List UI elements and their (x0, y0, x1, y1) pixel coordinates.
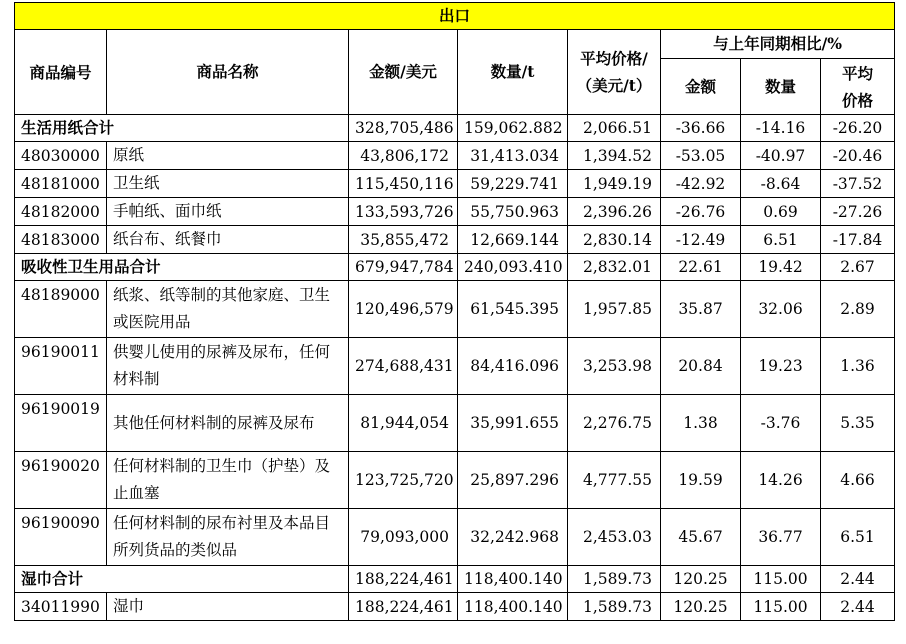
yoy-amount-cell: 1.38 (661, 395, 741, 452)
header-yoy-quantity: 数量 (741, 59, 821, 115)
product-name-cell: 其他任何材料制的尿裤及尿布 (107, 395, 349, 452)
quantity-cell: 55,750.963 (458, 198, 568, 226)
header-yoy-amount: 金额 (661, 59, 741, 115)
yoy-quantity-cell: 0.69 (741, 198, 821, 226)
code-cell: 96190019 (15, 395, 107, 452)
yoy-quantity-cell: 115.00 (741, 593, 821, 621)
quantity-cell: 61,545.395 (458, 281, 568, 338)
code-cell: 96190011 (15, 338, 107, 395)
yoy-avg-price-cell: 2.89 (821, 281, 895, 338)
yoy-amount-cell: 19.59 (661, 452, 741, 509)
avg-price-cell: 1,957.85 (568, 281, 661, 338)
code-cell: 34011990 (15, 593, 107, 621)
header-code: 商品编号 (15, 30, 107, 115)
subtotal-row (15, 115, 895, 142)
yoy-amount-cell: 45.67 (661, 509, 741, 566)
amount-cell: 81,944,054 (349, 395, 458, 452)
amount-cell: 188,224,461 (349, 566, 458, 593)
subtotal-name-cell: 吸收性卫生用品合计 (15, 254, 349, 281)
quantity-cell: 240,093.410 (458, 254, 568, 281)
header-name: 商品名称 (107, 30, 349, 115)
yoy-amount-cell: -12.49 (661, 226, 741, 254)
table-row (15, 170, 895, 198)
yoy-quantity-cell: 19.42 (741, 254, 821, 281)
yoy-avg-price-cell: 1.36 (821, 338, 895, 395)
yoy-amount-cell: -36.66 (661, 115, 741, 142)
yoy-amount-cell: 22.61 (661, 254, 741, 281)
avg-price-cell: 1,589.73 (568, 593, 661, 621)
code-cell: 48183000 (15, 226, 107, 254)
yoy-quantity-cell: 115.00 (741, 566, 821, 593)
yoy-avg-price-cell: 2.44 (821, 593, 895, 621)
avg-price-cell: 1,589.73 (568, 566, 661, 593)
code-cell: 48030000 (15, 142, 107, 170)
yoy-avg-price-cell: 6.51 (821, 509, 895, 566)
yoy-quantity-cell: -3.76 (741, 395, 821, 452)
avg-price-cell: 4,777.55 (568, 452, 661, 509)
export-table (14, 2, 895, 621)
quantity-cell: 59,229.741 (458, 170, 568, 198)
yoy-amount-cell: -53.05 (661, 142, 741, 170)
quantity-cell: 25,897.296 (458, 452, 568, 509)
yoy-amount-cell: -26.76 (661, 198, 741, 226)
quantity-cell: 35,991.655 (458, 395, 568, 452)
subtotal-name-cell: 生活用纸合计 (15, 115, 349, 142)
amount-cell: 35,855,472 (349, 226, 458, 254)
avg-price-cell: 2,453.03 (568, 509, 661, 566)
yoy-quantity-cell: -40.97 (741, 142, 821, 170)
amount-cell: 43,806,172 (349, 142, 458, 170)
code-cell: 48181000 (15, 170, 107, 198)
yoy-quantity-cell: 36.77 (741, 509, 821, 566)
yoy-avg-price-cell: -20.46 (821, 142, 895, 170)
quantity-cell: 159,062.882 (458, 115, 568, 142)
product-name-cell: 湿巾 (107, 593, 349, 621)
table-row (15, 452, 895, 509)
yoy-avg-price-cell: -37.52 (821, 170, 895, 198)
product-name-cell: 原纸 (107, 142, 349, 170)
header-quantity: 数量/t (458, 30, 568, 115)
avg-price-cell: 1,949.19 (568, 170, 661, 198)
table-row (15, 281, 895, 338)
yoy-avg-price-cell: 5.35 (821, 395, 895, 452)
header-amount: 金额/美元 (349, 30, 458, 115)
code-cell: 96190090 (15, 509, 107, 566)
yoy-avg-price-cell: 4.66 (821, 452, 895, 509)
yoy-amount-cell: 20.84 (661, 338, 741, 395)
yoy-avg-price-cell: 2.44 (821, 566, 895, 593)
subtotal-row (15, 254, 895, 281)
yoy-quantity-cell: -14.16 (741, 115, 821, 142)
avg-price-cell: 2,830.14 (568, 226, 661, 254)
yoy-avg-price-cell: -27.26 (821, 198, 895, 226)
header-yoy: 与上年同期相比/% (661, 30, 895, 59)
yoy-amount-cell: 120.25 (661, 566, 741, 593)
yoy-quantity-cell: -8.64 (741, 170, 821, 198)
amount-cell: 679,947,784 (349, 254, 458, 281)
quantity-cell: 31,413.034 (458, 142, 568, 170)
amount-cell: 274,688,431 (349, 338, 458, 395)
amount-cell: 79,093,000 (349, 509, 458, 566)
product-name-cell: 纸台布、纸餐巾 (107, 226, 349, 254)
quantity-cell: 12,669.144 (458, 226, 568, 254)
yoy-avg-price-cell: -26.20 (821, 115, 895, 142)
avg-price-cell: 2,396.26 (568, 198, 661, 226)
table-row (15, 593, 895, 621)
amount-cell: 123,725,720 (349, 452, 458, 509)
avg-price-cell: 2,066.51 (568, 115, 661, 142)
table-row (15, 338, 895, 395)
code-cell: 48182000 (15, 198, 107, 226)
subtotal-row (15, 566, 895, 593)
table-row (15, 395, 895, 452)
amount-cell: 133,593,726 (349, 198, 458, 226)
avg-price-cell: 2,276.75 (568, 395, 661, 452)
yoy-avg-price-cell: -17.84 (821, 226, 895, 254)
quantity-cell: 118,400.140 (458, 566, 568, 593)
table-row (15, 509, 895, 566)
amount-cell: 188,224,461 (349, 593, 458, 621)
product-name-cell: 任何材料制的尿布衬里及本品目所列货品的类似品 (107, 509, 349, 566)
yoy-amount-cell: -42.92 (661, 170, 741, 198)
quantity-cell: 118,400.140 (458, 593, 568, 621)
header-yoy-avg-price: 平均价格 (821, 59, 895, 115)
header-avg-price: 平均价格/（美元/t） (568, 30, 661, 115)
avg-price-cell: 1,394.52 (568, 142, 661, 170)
yoy-quantity-cell: 19.23 (741, 338, 821, 395)
avg-price-cell: 3,253.98 (568, 338, 661, 395)
quantity-cell: 32,242.968 (458, 509, 568, 566)
quantity-cell: 84,416.096 (458, 338, 568, 395)
yoy-quantity-cell: 14.26 (741, 452, 821, 509)
amount-cell: 115,450,116 (349, 170, 458, 198)
subtotal-name-cell: 湿巾合计 (15, 566, 349, 593)
table-title: 出口 (15, 3, 895, 30)
product-name-cell: 任何材料制的卫生巾（护垫）及止血塞 (107, 452, 349, 509)
amount-cell: 328,705,486 (349, 115, 458, 142)
product-name-cell: 卫生纸 (107, 170, 349, 198)
product-name-cell: 供婴儿使用的尿裤及尿布，任何材料制 (107, 338, 349, 395)
code-cell: 96190020 (15, 452, 107, 509)
amount-cell: 120,496,579 (349, 281, 458, 338)
product-name-cell: 纸浆、纸等制的其他家庭、卫生或医院用品 (107, 281, 349, 338)
code-cell: 48189000 (15, 281, 107, 338)
yoy-amount-cell: 35.87 (661, 281, 741, 338)
table-body (15, 115, 895, 621)
product-name-cell: 手帕纸、面巾纸 (107, 198, 349, 226)
yoy-quantity-cell: 6.51 (741, 226, 821, 254)
yoy-avg-price-cell: 2.67 (821, 254, 895, 281)
table-row (15, 226, 895, 254)
yoy-quantity-cell: 32.06 (741, 281, 821, 338)
table-row (15, 198, 895, 226)
table-row (15, 142, 895, 170)
avg-price-cell: 2,832.01 (568, 254, 661, 281)
yoy-amount-cell: 120.25 (661, 593, 741, 621)
